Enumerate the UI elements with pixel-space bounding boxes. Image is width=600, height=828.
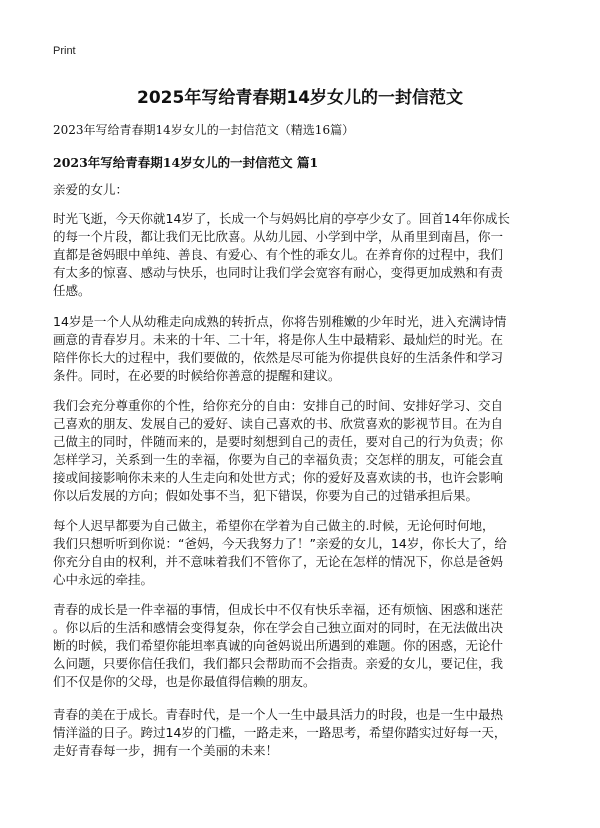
paragraph-line: 任感。 [53,283,91,298]
paragraph-line: 陪伴你长大的过程中，我们要做的，依然是尽可能为你提供良好的生活条件和学习 [53,350,504,365]
section-heading: 2023年写给青春期14岁女儿的一封信范文 篇1 [53,155,319,170]
paragraph-line: 每个人迟早都要为自己做主，希望你在学着为自己做主的.时候，无论何时何地， [53,518,495,533]
paragraph-line: 的每一个片段，都让我们无比欣喜。从幼儿园、小学到中学，从甬里到南昌，你一 [53,229,504,244]
paragraph-line: 断的时候，我们希望你能坦率真诚的向爸妈说出所遇到的难题。你的困惑，无论什 [53,638,504,653]
paragraph-line: 青春的成长是一件幸福的事情，但成长中不仅有快乐幸福，还有烦恼、困惑和迷茫 [53,602,504,617]
paragraph-line: 己喜欢的朋友、发展自己的爱好、读自己喜欢的书、欣赏喜欢的影视节目。在为自 [53,416,504,431]
paragraph-line: 我们只想听听到你说：“爸妈，今天我努力了！”亲爱的女儿，14岁，你长大了，给 [53,536,507,551]
paragraph-line: 。你以后的生活和感情会变得复杂，你在学会自己独立面对的同时，在无法做出决 [53,620,504,635]
letter-paragraph-4 [53,517,547,589]
document-title: 2025年写给青春期14岁女儿的一封信范文 [137,88,463,108]
paragraph-line: 怎样学习，关系到一生的幸福，你要为自己的幸福负责；交怎样的朋友，可能会直 [53,452,504,467]
letter-paragraph-3 [53,397,547,505]
paragraph-line: 接或间接影响你未来的人生走向和处世方式；你的爱好及喜欢读的书，也许会影响 [53,470,504,485]
paragraph-line: 己做主的同时，伴随而来的，是要时刻想到自己的责任，要对自己的行为负责；你 [53,434,504,449]
paragraph-line: 走好青春每一步，拥有一个美丽的未来！ [53,743,279,758]
paragraph-line: 你充分自由的权利，并不意味着我们不管你了，无论在怎样的情况下，你总是爸妈 [53,554,504,569]
paragraph-line: 时光飞逝，今天你就14岁了，长成一个与妈妈比肩的亭亭少女了。回首14年你成长 [53,211,510,226]
paragraph-line: 们不仅是你的父母，也是你最值得信赖的朋友。 [53,674,316,689]
letter-paragraph-2 [53,313,547,385]
letter-paragraph-5 [53,601,547,691]
paragraph-line: 直都是爸妈眼中单纯、善良、有爱心、有个性的乖女儿。在养育你的过程中，我们 [53,247,504,262]
document-subtitle: 2023年写给青春期14岁女儿的一封信范文（精选16篇） [53,123,355,137]
paragraph-line: 青春的美在于成长。青春时代，是一个人一生中最具活力的时段，也是一生中最热 [53,707,504,722]
letter-greeting: 亲爱的女儿： [53,182,129,197]
paragraph-line: 我们会充分尊重你的个性，给你充分的自由：安排自己的时间、安排好学习、交自 [53,398,504,413]
letter-paragraph-6 [53,706,547,760]
paragraph-line: 么问题，只要你信任我们，我们都只会帮助而不会指责。亲爱的女儿，要记住，我 [53,656,504,671]
letter-paragraph-1 [53,210,547,300]
paragraph-line: 14岁是一个人从幼稚走向成熟的转折点，你将告别稚嫩的少年时光，进入充满诗情 [53,314,507,329]
paragraph-line: 情洋溢的日子。跨过14岁的门槛，一路走来，一路思考，希望你踏实过好每一天， [53,725,507,740]
paragraph-line: 有太多的惊喜、感动与快乐，也同时让我们学会宽容有耐心，变得更加成熟和有责 [53,265,504,280]
paragraph-line: 你以后发展的方向；假如处事不当，犯下错误，你要为自己的过错承担后果。 [53,488,479,503]
paragraph-line: 心中永远的牵挂。 [53,572,154,587]
print-label: Print [53,45,76,57]
paragraph-line: 条件。同时，在必要的时候给你善意的提醒和建议。 [53,368,341,383]
paragraph-line: 画意的青春岁月。未来的十年、二十年，将是你人生中最精彩、最灿烂的时光。在 [53,332,504,347]
